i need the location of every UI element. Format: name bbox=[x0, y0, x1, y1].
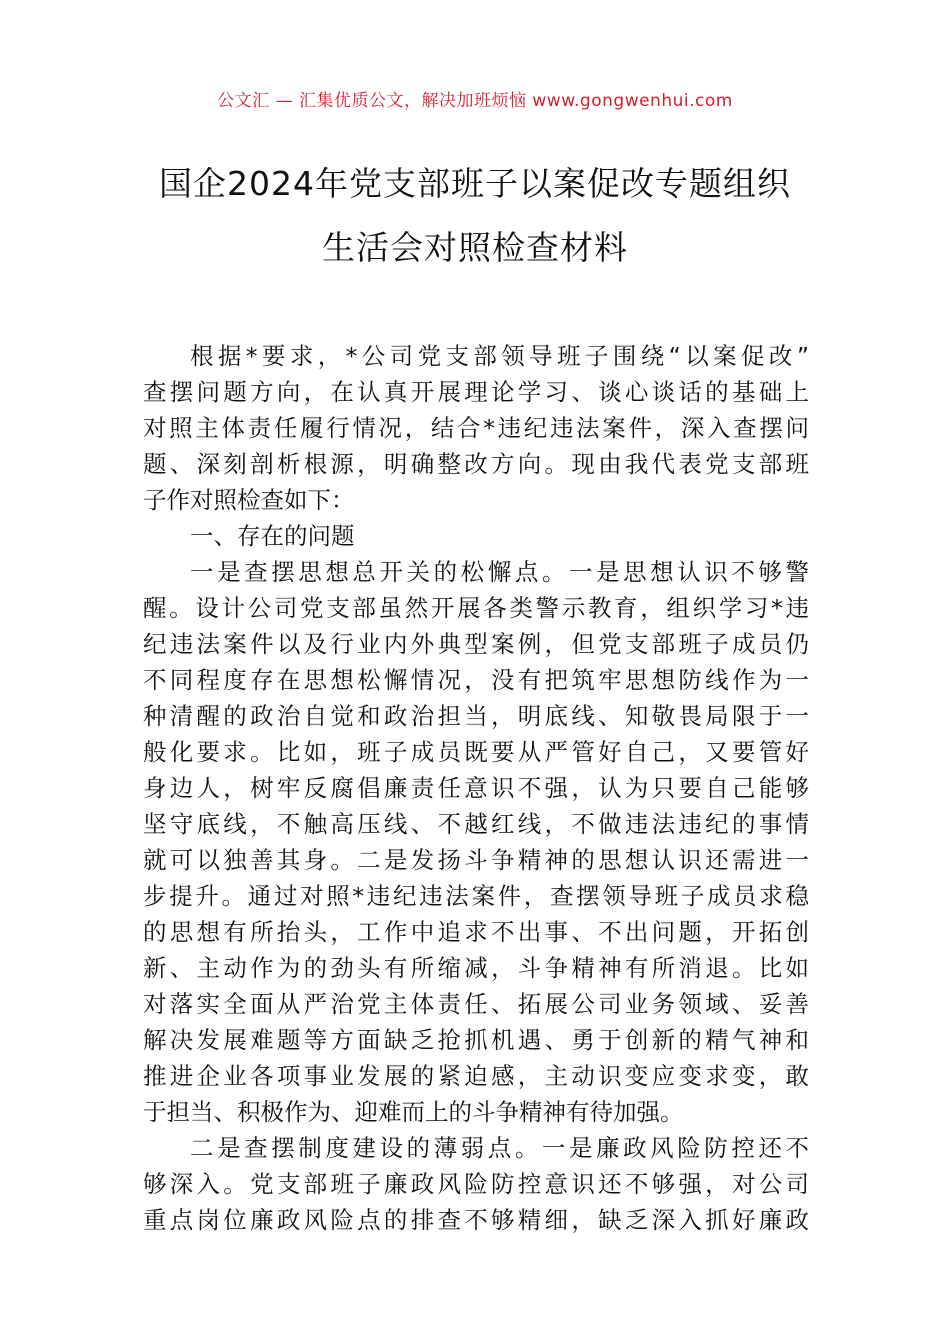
body-line: 够深入。党支部班子廉政风险防控意识还不够强，对公司 bbox=[143, 1170, 809, 1198]
body-line: 纪违法案件以及行业内外典型案例，但党支部班子成员仍 bbox=[143, 630, 809, 658]
body-line: 子作对照检查如下： bbox=[143, 486, 355, 514]
body-line: 身边人，树牢反腐倡廉责任意识不强，认为只要自己能够 bbox=[143, 774, 809, 802]
body-line: 新、主动作为的劲头有所缩减，斗争精神有所消退。比如 bbox=[143, 954, 809, 982]
body-line: 坚守底线，不触高压线、不越红线，不做违法违纪的事情 bbox=[143, 810, 809, 838]
body-line: 醒。设计公司党支部虽然开展各类警示教育，组织学习*违 bbox=[143, 594, 809, 622]
body-line: 般化要求。比如，班子成员既要从严管好自己，又要管好 bbox=[143, 738, 809, 766]
body-line: 根据*要求，*公司党支部领导班子围绕“以案促改” bbox=[190, 342, 809, 370]
body-line: 于担当、积极作为、迎难而上的斗争精神有待加强。 bbox=[143, 1098, 684, 1126]
site-watermark: 公文汇 — 汇集优质公文，解决加班烦恼 www.gongwenhui.com bbox=[217, 91, 733, 111]
body-line: 种清醒的政治自觉和政治担当，明底线、知敬畏局限于一 bbox=[143, 702, 809, 730]
body-line: 一是查摆思想总开关的松懈点。一是思想认识不够警 bbox=[190, 558, 809, 586]
body-line: 二是查摆制度建设的薄弱点。一是廉政风险防控还不 bbox=[190, 1134, 809, 1162]
body-line: 不同程度存在思想松懈情况，没有把筑牢思想防线作为一 bbox=[143, 666, 809, 694]
document-body bbox=[143, 338, 809, 1238]
body-line: 重点岗位廉政风险点的排查不够精细，缺乏深入抓好廉政 bbox=[143, 1206, 809, 1234]
title-line-2: 生活会对照检查材料 bbox=[322, 228, 628, 267]
body-line: 解决发展难题等方面缺乏抢抓机遇、勇于创新的精气神和 bbox=[143, 1026, 809, 1054]
body-line: 对落实全面从严治党主体责任、拓展公司业务领域、妥善 bbox=[143, 990, 809, 1018]
body-line: 题、深刻剖析根源，明确整改方向。现由我代表党支部班 bbox=[143, 450, 809, 478]
section-heading: 一、存在的问题 bbox=[190, 522, 355, 550]
body-line: 推进企业各项事业发展的紧迫感，主动识变应变求变，敢 bbox=[143, 1062, 809, 1090]
body-line: 对照主体责任履行情况，结合*违纪违法案件，深入查摆问 bbox=[143, 414, 809, 442]
body-line: 的思想有所抬头，工作中追求不出事、不出问题，开拓创 bbox=[143, 918, 809, 946]
body-line: 步提升。通过对照*违纪违法案件，查摆领导班子成员求稳 bbox=[143, 882, 809, 910]
title-line-1: 国企2024年党支部班子以案促改专题组织 bbox=[159, 164, 791, 203]
body-line: 就可以独善其身。二是发扬斗争精神的思想认识还需进一 bbox=[143, 846, 809, 874]
document-title bbox=[120, 152, 830, 280]
body-line: 查摆问题方向，在认真开展理论学习、谈心谈话的基础上 bbox=[143, 378, 809, 406]
